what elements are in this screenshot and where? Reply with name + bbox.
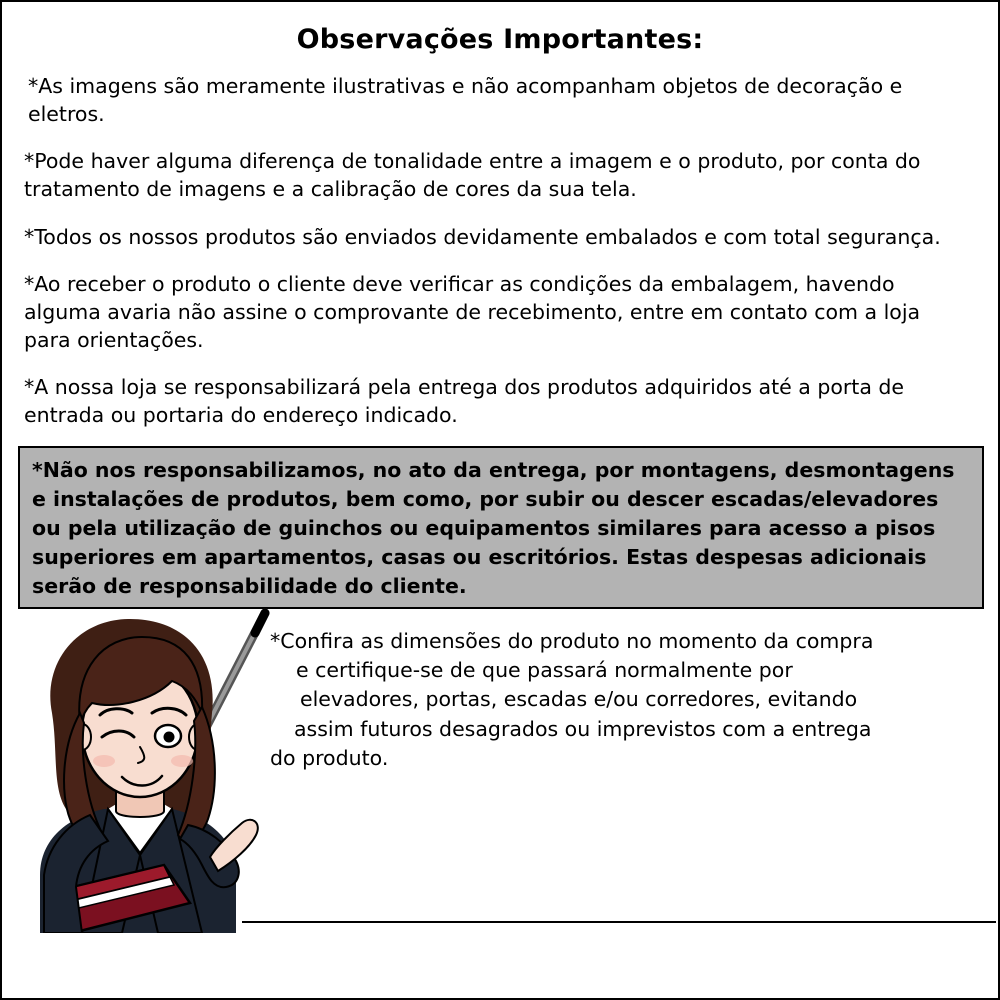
paragraph-delivery-scope: *A nossa loja se responsabilizará pela entrega dos produtos adquiridos até a porta de entrada ou portaria do endereço indicado. — [24, 375, 905, 428]
paragraph-delivery-check: *Ao receber o produto o cliente deve verificar as condições da embalagem, havendo alguma avaria não assine o comprovante de recebimento, entre em contato com a loja para orientações. — [24, 272, 921, 352]
blush-right — [171, 755, 193, 767]
footer-note-line-3: elevadores, portas, escadas e/ou corredores, evitando — [300, 687, 858, 712]
pupil-right — [164, 732, 175, 743]
woman-with-pointer-illustration — [12, 603, 312, 933]
highlight-disclaimer-box — [18, 446, 984, 610]
bottom-divider — [242, 921, 996, 923]
page-title: Observações Importantes: — [296, 24, 704, 55]
footer-note-line-1: *Confira as dimensões do produto no momento da compra — [270, 629, 874, 654]
highlight-disclaimer-text: *Não nos responsabilizamos, no ato da entrega, por montagens, desmontagens e instalações de produtos, bem como, por subir ou descer escadas/elevadores ou pela utilização de guinchos ou equipamentos similares para acesso a pisos superiores em apartamentos, casas ou escritórios. Estas despesas adicionais serão de responsabilidade do cliente. — [32, 457, 955, 599]
bottom-section — [2, 609, 998, 929]
footer-note-line-4: assim futuros desagrados ou imprevistos com a entrega — [294, 716, 872, 741]
paragraph-packaging: *Todos os nossos produtos são enviados devidamente embalados e com total segurança. — [24, 224, 941, 249]
footer-note-line-5: do produto. — [270, 745, 389, 770]
paragraph-color-tone: *Pode haver alguma diferença de tonalidade entre a imagem e o produto, por conta do tratamento de imagens e a calibração de cores da sua tela. — [24, 149, 921, 202]
blush-left — [93, 755, 115, 767]
paragraph-images-illustrative: *As imagens são meramente ilustrativas e não acompanham objetos de decoração e eletros. — [28, 74, 903, 126]
footer-note-line-2: e certifique-se de que passará normalmente por — [296, 658, 793, 683]
footer-note — [270, 627, 990, 773]
